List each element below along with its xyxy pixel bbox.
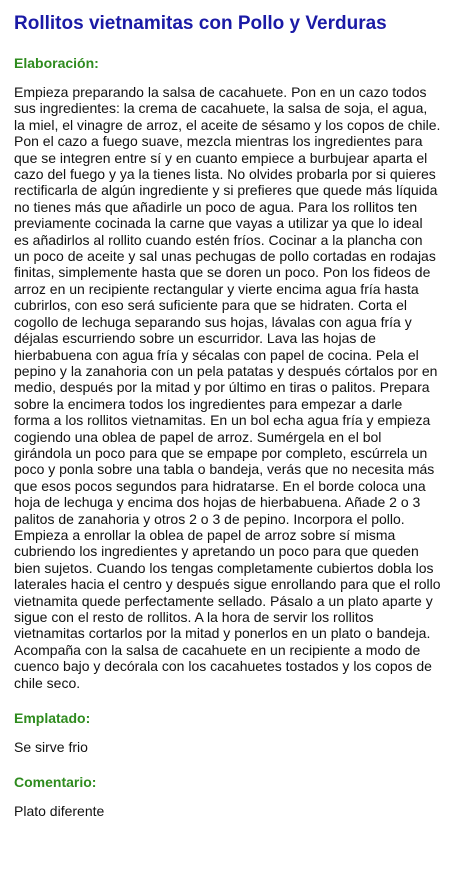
section-heading-comentario: Comentario: [14, 774, 97, 791]
section-heading-emplatado: Emplatado: [14, 710, 91, 727]
section-elaboracion [14, 54, 441, 691]
section-body-elaboracion: Empieza preparando la salsa de cacahuete. Pon en un cazo todos sus ingredientes: la crema de cacahuete, la salsa de soja, el agua, la miel, el vinagre de arroz, el aceite de sésamo y los copos de chile. Pon el cazo a fuego suave, mezcla mientras los ingredientes para que se integren entre sí y en cuanto empiece a burbujear aparta el cazo del fuego y ya la tienes lista. No olvides probarla por si quieres rectificarla de algún ingrediente y si prefieres que quede más líquida no tienes más que añadirle un poco de agua. Para los rollitos ten previamente cocinada la carne que vayas a utilizar ya que lo ideal es añadirlos al rollito cuando estén fríos. Cocinar a la plancha con un poco de aceite y sal unas pechugas de pollo cortadas en rodajas finitas, simplemente hasta que se doren un poco. Pon los fideos de arroz en un recipiente rectangular y vierte encima agua fría hasta cubrirlos, con eso será suficiente para que se hidraten. Corta el cogollo de lechuga separando sus hojas, lávalas con agua fría y déjalas escurriendo sobre un escurridor. Lava las hojas de hierbabuena con agua fría y sécalas con papel de cocina. Pela el pepino y la zanahoria con un pela patatas y después córtalos por en medio, después por la mitad y por último en tiras o palitos. Prepara sobre la encimera todos los ingredientes para empezar a darle forma a los rollitos vietnamitas. En un bol echa agua fría y empieza cogiendo una oblea de papel de arroz. Sumérgela en el bol girándola un poco para que se empape por completo, escúrrela un poco y ponla sobre una tabla o bandeja, verás que no necesita más que esos pocos segundos para hidratarse. En el borde coloca una hoja de lechuga y encima dos hojas de hierbabuena. Añade 2 o 3 palitos de zanahoria y otros 2 o 3 de pepino. Incorpora el pollo. Empieza a enrollar la oblea de papel de arroz sobre sí misma cubriendo los ingredientes y apretando un poco para que queden bien sujetos. Cuando los tengas completamente cubiertos dobla los laterales hacia el centro y después sigue enrollando para que el rollo vietnamita quede perfectamente sellado. Pásalo a un plato aparte y sigue con el resto de rollitos. A la hora de servir los rollitos vietnamitas cortarlos por la mitad y ponerlos en un plato o bandeja. Acompaña con la salsa de cacahuete en un recipiente a modo de cuenco bajo y decórala con los cacahuetes tostados y los copos de chile seco. [14, 84, 441, 691]
recipe-title: Rollitos vietnamitas con Pollo y Verduras [14, 13, 387, 34]
section-comentario [14, 773, 441, 819]
section-heading-elaboracion: Elaboración: [14, 55, 99, 71]
section-emplatado [14, 709, 441, 755]
section-body-emplatado: Se sirve frio [14, 739, 88, 756]
section-body-comentario: Plato diferente [14, 803, 105, 820]
